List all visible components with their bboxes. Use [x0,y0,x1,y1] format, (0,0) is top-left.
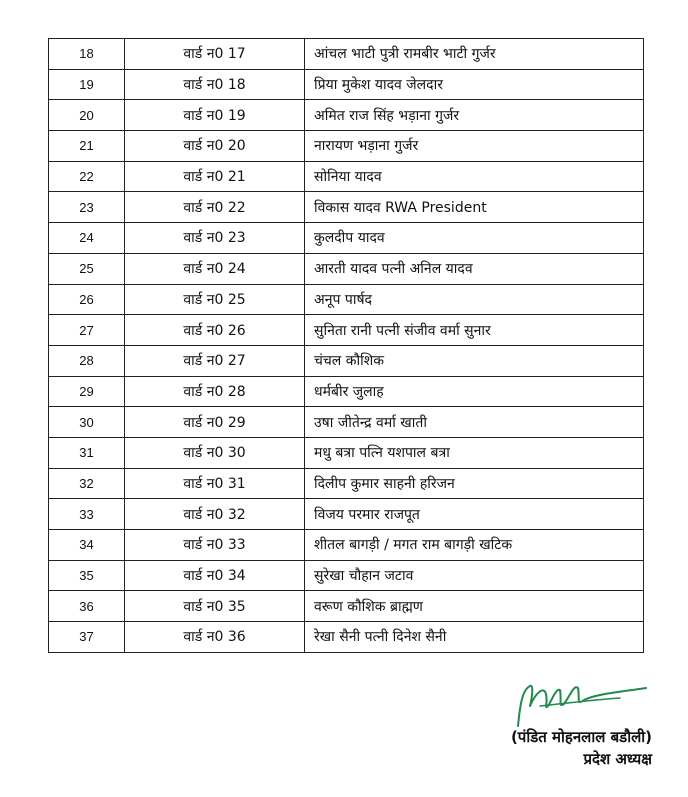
serial-number-cell: 37 [49,622,125,653]
serial-number-cell: 25 [49,253,125,284]
serial-number-cell: 18 [49,39,125,70]
serial-number-cell: 29 [49,376,125,407]
table-row [49,499,644,530]
table-row [49,315,644,346]
ward-number-cell: वार्ड न0 29 [125,407,305,438]
table-row [49,39,644,70]
member-name-cell: चंचल कौशिक [305,345,644,376]
ward-number-cell: वार्ड न0 17 [125,39,305,70]
member-name-cell: दिलीप कुमार साहनी हरिजन [305,468,644,499]
member-name-cell: अमित राज सिंह भड़ाना गुर्जर [305,100,644,131]
ward-number-cell: वार्ड न0 18 [125,69,305,100]
table-row [49,253,644,284]
member-name-cell: प्रिया मुकेश यादव जेलदार [305,69,644,100]
ward-number-cell: वार्ड न0 33 [125,530,305,561]
table-row [49,530,644,561]
ward-number-cell: वार्ड न0 26 [125,315,305,346]
ward-number-cell: वार्ड न0 36 [125,622,305,653]
member-name-cell: रेखा सैनी पत्नी दिनेश सैनी [305,622,644,653]
member-name-cell: शीतल बागड़ी / मगत राम बागड़ी खटिक [305,530,644,561]
member-name-cell: अनूप पार्षद [305,284,644,315]
ward-number-cell: वार्ड न0 27 [125,345,305,376]
signature-block [511,726,652,770]
table-row [49,407,644,438]
ward-number-cell: वार्ड न0 20 [125,131,305,162]
serial-number-cell: 32 [49,468,125,499]
serial-number-cell: 24 [49,223,125,254]
table-row [49,345,644,376]
table-row [49,437,644,468]
table-row [49,284,644,315]
ward-number-cell: वार्ड न0 24 [125,253,305,284]
member-name-cell: नारायण भड़ाना गुर्जर [305,131,644,162]
table-row [49,468,644,499]
member-name-cell: मधु बत्रा पत्नि यशपाल बत्रा [305,437,644,468]
member-name-cell: आरती यादव पत्नी अनिल यादव [305,253,644,284]
table-row [49,622,644,653]
serial-number-cell: 35 [49,560,125,591]
member-name-cell: वरूण कौशिक ब्राह्मण [305,591,644,622]
ward-number-cell: वार्ड न0 23 [125,223,305,254]
table-row [49,376,644,407]
signer-title: प्रदेश अध्यक्ष [583,750,652,768]
serial-number-cell: 26 [49,284,125,315]
table-row [49,161,644,192]
member-name-cell: विजय परमार राजपूत [305,499,644,530]
ward-number-cell: वार्ड न0 21 [125,161,305,192]
table-row [49,192,644,223]
serial-number-cell: 34 [49,530,125,561]
ward-number-cell: वार्ड न0 34 [125,560,305,591]
serial-number-cell: 33 [49,499,125,530]
ward-number-cell: वार्ड न0 32 [125,499,305,530]
ward-number-cell: वार्ड न0 35 [125,591,305,622]
table-row [49,560,644,591]
serial-number-cell: 23 [49,192,125,223]
table-row [49,100,644,131]
ward-number-cell: वार्ड न0 25 [125,284,305,315]
serial-number-cell: 27 [49,315,125,346]
member-name-cell: आंचल भाटी पुत्री रामबीर भाटी गुर्जर [305,39,644,70]
member-name-cell: सुनिता रानी पत्नी संजीव वर्मा सुनार [305,315,644,346]
table-row [49,223,644,254]
member-name-cell: विकास यादव RWA President [305,192,644,223]
ward-number-cell: वार्ड न0 30 [125,437,305,468]
ward-table-body [49,39,644,653]
member-name-cell: सोनिया यादव [305,161,644,192]
table-row [49,131,644,162]
ward-number-cell: वार्ड न0 22 [125,192,305,223]
serial-number-cell: 30 [49,407,125,438]
serial-number-cell: 19 [49,69,125,100]
serial-number-cell: 21 [49,131,125,162]
member-name-cell: उषा जीतेन्द्र वर्मा खाती [305,407,644,438]
member-name-cell: धर्मबीर जुलाह [305,376,644,407]
serial-number-cell: 22 [49,161,125,192]
ward-number-cell: वार्ड न0 31 [125,468,305,499]
serial-number-cell: 28 [49,345,125,376]
serial-number-cell: 36 [49,591,125,622]
serial-number-cell: 20 [49,100,125,131]
table-row [49,591,644,622]
table-row [49,69,644,100]
signer-name: (पंडित मोहनलाल बडौली) [510,728,652,746]
ward-table [48,38,644,653]
member-name-cell: सुरेखा चौहान जटाव [305,560,644,591]
member-name-cell: कुलदीप यादव [305,223,644,254]
serial-number-cell: 31 [49,437,125,468]
ward-number-cell: वार्ड न0 19 [125,100,305,131]
ward-number-cell: वार्ड न0 28 [125,376,305,407]
